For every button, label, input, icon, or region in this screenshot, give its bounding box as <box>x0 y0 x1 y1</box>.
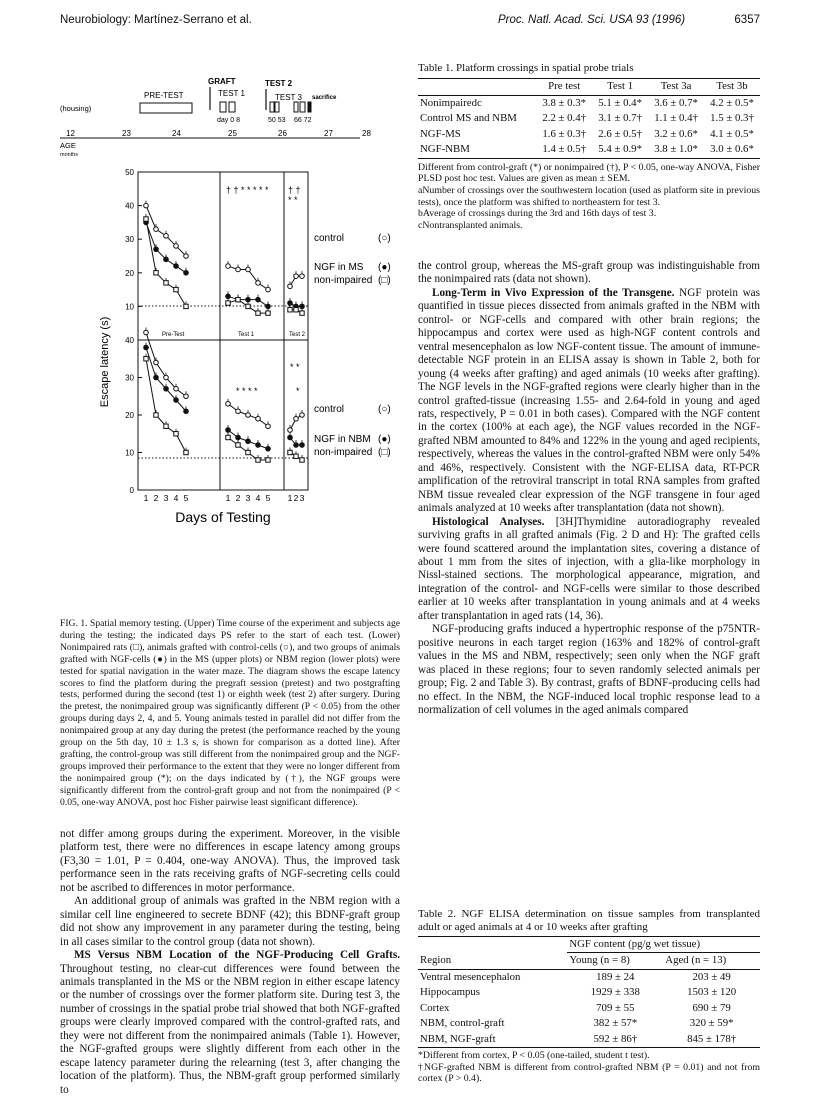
right-paragraph-1: the control group, whereas the MS-graft group was indistinguishable from the nonimpaired rats (data not shown). <box>418 260 760 286</box>
header-journal: Proc. Natl. Acad. Sci. USA 93 (1996) <box>498 14 686 26</box>
lower-legend-ngf-nbm: NGF in NBM <box>314 434 371 445</box>
test2-box-b <box>275 102 279 112</box>
x-axis-label: Days of Testing <box>175 509 271 525</box>
lower-point-ngf <box>174 398 179 403</box>
table-1-cell: Control MS and NBM <box>420 112 517 125</box>
upper-plot-frame <box>138 172 308 340</box>
table-1-cell: 3.1 ± 0.7† <box>598 112 642 125</box>
x-tick-label: 4 <box>255 493 261 503</box>
table-row <box>418 95 760 111</box>
table-2-block <box>418 908 760 1085</box>
figure-1-svg <box>60 62 410 612</box>
table-2-cell: Hippocampus <box>420 986 480 999</box>
upper-point-ngf <box>226 294 231 299</box>
table-1-cell: 3.0 ± 0.6* <box>704 142 760 158</box>
left-paragraph-3 <box>60 949 400 1097</box>
table-1-footnotes <box>418 162 760 232</box>
upper-y-tick-label: 40 <box>125 201 134 211</box>
left-paragraph-2: An additional group of animals was grafted in the NBM region with a similar cell line engineered to secrete BDNF (42); this BDNF-graft group did not show any improvement in any parameter during the testing, being in all cases similar to the control group (data not shown). <box>60 895 400 948</box>
table-row <box>418 1032 760 1048</box>
y-axis-label: Escape latency (s) <box>99 316 111 408</box>
header-page-number: 6357 <box>734 14 760 26</box>
lower-significance-test2: * * <box>290 362 300 372</box>
upper-panel-label-test2: Test 2 <box>289 332 306 338</box>
upper-y-ticks <box>125 168 142 311</box>
timeline-test1-label: TEST 1 <box>218 89 245 98</box>
upper-point-control <box>288 284 293 289</box>
right-paragraph-3 <box>418 516 760 624</box>
running-header <box>60 14 760 30</box>
x-tick-label: 1 <box>287 493 293 503</box>
table-2-empty-header <box>418 937 567 953</box>
section-heading-histology: Histological Analyses. <box>432 515 545 528</box>
lower-point-control <box>184 394 189 399</box>
lower-point-nonimpaired <box>288 450 292 454</box>
x-tick-label: 3 <box>163 493 169 503</box>
table-2-cell: 1929 ± 338 <box>590 986 640 999</box>
lower-point-nonimpaired <box>236 443 240 447</box>
upper-point-ngf <box>154 247 159 252</box>
lower-y-tick-label: 20 <box>125 411 134 420</box>
timeline-days-test2: 50 53 <box>268 117 286 124</box>
table-1-block <box>418 62 760 231</box>
upper-point-control <box>174 244 179 249</box>
lower-point-control <box>174 386 179 391</box>
right-column <box>418 260 760 717</box>
x-tick-label: 2 <box>153 493 159 503</box>
upper-point-nonimpaired <box>154 271 158 275</box>
table-1-header-cell: Test 1 <box>592 79 648 95</box>
table-2-cell: Cortex <box>420 1001 450 1014</box>
table-2-note: *Different from cortex, P < 0.05 (one-tailed, student t test). <box>418 1050 650 1062</box>
upper-legend-nonimpaired: non-impaired <box>314 275 373 286</box>
table-2-header-cell: Region <box>420 954 452 967</box>
lower-point-control <box>144 330 149 335</box>
lower-point-control <box>266 424 271 429</box>
lower-point-nonimpaired <box>256 458 260 462</box>
upper-panel-label-pretest: Pre-Test <box>162 332 185 338</box>
table-1-cell: 2.6 ± 0.5† <box>598 127 642 140</box>
upper-point-nonimpaired <box>266 311 270 315</box>
x-tick-label: 5 <box>265 493 271 503</box>
table-1-cell: 3.6 ± 0.7* <box>654 96 698 109</box>
upper-significance-test2-star: * * <box>288 195 298 205</box>
table-2-cell: NBM, control-graft <box>420 1017 505 1030</box>
lower-point-nonimpaired <box>246 450 250 454</box>
table-1-header-cell <box>418 79 536 95</box>
upper-point-nonimpaired <box>294 308 298 312</box>
upper-point-control <box>226 264 231 269</box>
table-1-header-row <box>418 79 760 95</box>
upper-point-ngf <box>288 301 293 306</box>
figure-caption: FIG. 1. Spatial memory testing. (Upper) Time course of the experiment and subjects age during the testing; the indicated days PS refer to the start of each test. (Lower) Nonimpaired rats (□), animals grafted with control-cells (○), and two groups of animals grafted with NGF-cells (●) in the MS (upper plots) or NBM region (lower plots) were tested for spatial navigation in the water maze. The diagram shows the escape latency scores to find the platform during the pregraft session (pretest) and two postgrafting tests, performed during the second (test 1) or eighth week (test 2) after surgery. During the pretest, the nonimpaired group was significantly different (P < 0.05) from the other groups during days 2, 4, and 5. Young animals tested in parallel did not differ from the nonimpaired group at any day during the pretest (the performance reached by the young group on the 5th day, 10 ± 1.3 s, is shown for comparison as a dotted line). After grafting, the control-group was still different from the nonimpaired group and the NGF-groups improved their performance to the extent that they were no longer different from the nonimpaired group (*); on the days indicated by (†), the NGF groups were significantly different from the control-graft group and not from the nonimpaired (P < 0.05, one-way ANOVA, post hoc Fisher pairwise least significant difference). <box>60 618 400 808</box>
table-2-group-header: NGF content (pg/g wet tissue) <box>567 937 760 953</box>
timeline-test2-label: TEST 2 <box>265 79 293 88</box>
header-authors: Neurobiology: Martínez-Serrano et al. <box>60 14 252 26</box>
lower-point-control <box>164 375 169 380</box>
table-2-cell: 382 ± 57* <box>593 1017 638 1030</box>
table-2-note: †NGF-grafted NBM is different from control-grafted NBM (P = 0.01) and not from cortex (P > 0.4). <box>418 1061 760 1085</box>
table-1-cell: 1.4 ± 0.5† <box>536 142 592 158</box>
test1-box-b <box>229 102 235 112</box>
lower-significance-test2-star: * <box>296 386 300 396</box>
upper-point-control <box>144 203 149 208</box>
lower-point-ngf <box>226 428 231 433</box>
lower-point-nonimpaired <box>164 424 168 428</box>
table-1-title: Table 1. Platform crossings in spatial probe trials <box>418 62 634 74</box>
table-2-cell: 203 ± 49 <box>692 970 731 983</box>
table-1-header-cell: Test 3b <box>704 79 760 95</box>
upper-y-tick-label: 50 <box>125 168 134 177</box>
lower-point-ngf <box>256 443 261 448</box>
age-tick-label: 23 <box>122 129 131 138</box>
x-tick-label: 2 <box>293 493 299 503</box>
lower-point-control <box>294 416 299 421</box>
timeline-graft-label: GRAFT <box>208 77 236 86</box>
lower-plot-frame <box>138 340 308 490</box>
lower-point-nonimpaired <box>184 450 188 454</box>
table-2-cell: 709 ± 55 <box>596 1001 635 1014</box>
table-1 <box>418 78 760 158</box>
upper-point-ngf <box>184 271 189 276</box>
lower-point-nonimpaired <box>174 432 178 436</box>
lower-point-ngf <box>294 443 299 448</box>
upper-significance-test1: † † * * * * * <box>226 185 269 195</box>
x-tick-label: 1 <box>143 493 149 503</box>
timeline-sacrifice-label: sacrifice <box>312 95 337 101</box>
lower-point-ngf <box>300 443 305 448</box>
upper-legend-ngf-ms: NGF in MS <box>314 262 364 273</box>
upper-point-control <box>266 287 271 292</box>
upper-point-control <box>164 234 169 239</box>
timeline-days-test3: 66 72 <box>294 117 312 124</box>
upper-y-tick-label: 30 <box>125 235 134 245</box>
age-tick-label: 25 <box>228 129 237 138</box>
upper-point-nonimpaired <box>226 301 230 305</box>
upper-y-tick-label: 20 <box>125 268 134 278</box>
x-tick-label: 3 <box>245 493 251 503</box>
age-tick-label: 12 <box>66 129 75 138</box>
timeline-pretest-label: PRE-TEST <box>144 91 184 100</box>
table-1-cell: 2.2 ± 0.4† <box>542 112 587 125</box>
lower-point-control <box>300 413 305 418</box>
table-1-header-cell: Pre test <box>536 79 592 95</box>
upper-point-control <box>236 267 241 272</box>
upper-point-control <box>300 274 305 279</box>
lower-point-ngf <box>184 409 189 414</box>
test2-box-a <box>270 102 274 112</box>
table-1-cell: 5.4 ± 0.9* <box>592 142 648 158</box>
upper-point-control <box>246 267 251 272</box>
table-2-group-header-row <box>418 937 760 953</box>
test3-box-b <box>300 102 305 112</box>
right-paragraph-2 <box>418 287 760 516</box>
lower-point-ngf <box>164 386 169 391</box>
upper-point-nonimpaired <box>300 311 304 315</box>
upper-point-ngf <box>164 257 169 262</box>
lower-legend-nonimpaired-symbol: (□) <box>378 447 391 458</box>
upper-point-nonimpaired <box>184 304 188 308</box>
table-2-cell: 320 ± 59* <box>689 1017 734 1030</box>
table-row <box>418 969 760 985</box>
upper-series-line-1 <box>146 222 186 272</box>
x-tick-label: 3 <box>299 493 305 503</box>
table-2-cell: Ventral mesencephalon <box>420 970 521 983</box>
table-1-cell: 3.8 ± 0.3* <box>542 96 587 109</box>
age-tick-label: 26 <box>278 129 287 138</box>
table-2-cell: 592 ± 86† <box>593 1032 638 1045</box>
age-tick-label: 28 <box>362 129 371 138</box>
lower-y-tick-label: 10 <box>125 448 134 458</box>
lower-point-control <box>154 360 159 365</box>
lower-point-nonimpaired <box>154 413 158 417</box>
x-tick-label: 2 <box>235 493 241 503</box>
table-2 <box>418 936 760 1048</box>
lower-legend-nonimpaired: non-impaired <box>314 447 373 458</box>
upper-point-nonimpaired <box>144 217 148 221</box>
table-1-cell: 5.1 ± 0.4* <box>598 96 642 109</box>
age-tick-label: 27 <box>324 129 333 138</box>
x-tick-label: 5 <box>183 493 189 503</box>
upper-legend-control-symbol: (○) <box>378 233 391 244</box>
section-heading-ms-nbm: MS Versus NBM Location of the NGF-Producing Cell Grafts. <box>74 949 400 962</box>
upper-legend-ngf-ms-symbol: (●) <box>378 262 391 273</box>
upper-series <box>144 201 305 316</box>
table-1-cell: NGF-NBM <box>418 142 536 158</box>
table-row <box>418 1001 760 1016</box>
upper-point-nonimpaired <box>164 281 168 285</box>
table-2-header-cell: Aged (n = 13) <box>665 954 727 967</box>
lower-point-control <box>246 413 251 418</box>
table-1-note: aNumber of crossings over the southwestern location (used as platform site in previous tests), once the platform was shifted to northeastern for test 3. <box>418 184 760 208</box>
lower-point-nonimpaired <box>294 454 298 458</box>
upper-significance-test2: † † <box>288 185 301 195</box>
lower-point-nonimpaired <box>266 458 270 462</box>
upper-point-ngf <box>246 297 251 302</box>
age-axis-label: AGE <box>60 141 76 150</box>
right-paragraph-4: NGF-producing grafts induced a hypertrophic response of the p75NTR-positive neurons in each target region (163% and 182% of control-graft values in the MS and NBM, respectively; seen only when the NGF graft was placed in these regions; four to seven randomly selected animals per group; Fig. 2 and Table 3). By contrast, grafts of BDNF-producing cells had no effect. In the NBM, the NGF-induced local trophic response lead to a normalization of cell volumes in the aged animals compared <box>418 623 760 716</box>
table-2-title: Table 2. NGF ELISA determination on tissue samples from transplanted adult or aged animals at 4 or 10 weeks after grafting <box>418 908 760 933</box>
upper-point-ngf <box>300 304 305 309</box>
test3-box-a <box>294 102 298 112</box>
right-paragraph-3-text: [3H]Thymidine autoradiography revealed surviving grafts in all grafted animals (Fig. 2 D and H): The grafted cells were found scattered around the implantation sites, covering a distance of about 1 mm from the sites of injection, with a glia-like morphology in Nissl-stained sections. The morphological appearance, migration, and integration of the control- and NGF-cells were similar to those described earlier at 10 weeks after transplantation in young animals and at 4 weeks after transplantation in aged rats (14, 36). <box>418 515 760 622</box>
lower-y-tick-label: 40 <box>125 336 134 345</box>
lower-legend-ngf-nbm-symbol: (●) <box>378 434 391 445</box>
lower-y-ticks <box>125 336 142 495</box>
table-2-footnotes <box>418 1050 760 1085</box>
upper-point-nonimpaired <box>288 308 292 312</box>
lower-point-control <box>256 416 261 421</box>
upper-point-control <box>256 281 261 286</box>
table-row <box>418 1016 760 1031</box>
test1-box-a <box>220 102 226 112</box>
sacrifice-box <box>308 102 311 112</box>
upper-legend-nonimpaired-symbol: (□) <box>378 275 391 286</box>
x-tick-label: 4 <box>173 493 179 503</box>
table-row <box>418 985 760 1000</box>
table-2-cell: NBM, NGF-graft <box>420 1032 496 1045</box>
lower-point-nonimpaired <box>226 435 230 439</box>
right-paragraph-2-text: NGF protein was quantified in tissue pieces dissected from animals grafted in the NBM with control- or NGF-cells and compared with other brain regions; the hippocampus and cortex were used as high-NGF content controls and ventral mesencephalon as low NGF-content tissue. The amount of immune-detectable NGF protein in an ELISA assay is shown in Table 2, both for young (4 weeks after grafting) and aged animals (10 weeks after grafting). The NGF levels in the NGF-grafted regions were clearly higher than in the control grafted-tissue (increasing 1.55- and 2.64-fold in young and aged rats, respectively, P = 0.01 in both cases). Compared with the NGF content in the cortex (100% at each age), the NGF values recorded in the NGF-grafted NBM amounted to 84% and 122% in the young and aged recipients, respectively, whereas the values in the control-grafted NBM were only 54% and 46%, respectively. Consistent with the NGF-ELISA data, RT-PCR amplification of the retroviral transcript in total RNA samples from grafted NBM tissue revealed clear expression of the NGF transgene in four aged animals analyzed at 10 weeks after transplantation (data not shown). <box>418 286 760 515</box>
upper-point-nonimpaired <box>174 287 178 291</box>
lower-point-control <box>226 401 231 406</box>
timeline-housing-label: (housing) <box>60 104 92 113</box>
upper-plot <box>125 168 391 340</box>
lower-y-tick-label: 0 <box>129 486 134 495</box>
table-2-cell: 1503 ± 120 <box>687 986 737 999</box>
lower-legend-control: control <box>314 404 345 415</box>
table-1-cell: 4.2 ± 0.5* <box>710 96 754 109</box>
table-row <box>418 111 760 126</box>
pretest-box <box>140 103 192 113</box>
lower-legend-control-symbol: (○) <box>378 404 391 415</box>
lower-point-ngf <box>154 375 159 380</box>
lower-plot <box>125 328 391 526</box>
lower-point-nonimpaired <box>300 458 304 462</box>
table-1-note: cNontransplanted animals. <box>418 219 523 231</box>
timeline-test3-label: TEST 3 <box>275 93 302 102</box>
left-paragraph-3-text: Throughout testing, no clear-cut differences were found between the animals transplanted in the MS or the NBM region in either escape latency or the number of crossings over the former platform site. During test 3, the number of crossings in the spatial probe trial showed that both NGF-grafted groups were clearly improved compared with the control-grafted rats, and they were not different from the nonimpaired animals (Table 1). However, the NGF-grafted groups were slightly different from each other in the escape latency parameter during the relearning (test 3, after changing the location of the platform). Thus, the NBM-graft group performed similarly to <box>60 962 400 1096</box>
table-2-cell: 845 ± 178† <box>687 1032 737 1045</box>
timeline-day-label: day 0 8 <box>217 117 240 124</box>
lower-point-ngf <box>246 439 251 444</box>
lower-point-ngf <box>144 345 149 350</box>
upper-y-tick-label: 10 <box>125 302 134 312</box>
upper-point-nonimpaired <box>236 297 240 301</box>
lower-series <box>144 328 305 463</box>
table-2-cell: 690 ± 79 <box>692 1001 731 1014</box>
table-2-header-cell: Young (n = 8) <box>569 954 630 967</box>
lower-point-ngf <box>236 435 241 440</box>
lower-y-tick-label: 30 <box>125 373 134 383</box>
upper-point-nonimpaired <box>256 311 260 315</box>
table-1-cell: 3.2 ± 0.6* <box>654 127 698 140</box>
left-paragraph-1: not differ among groups during the experiment. Moreover, in the visible platform test, there were no differences in escape latency among groups (F3,30 = 1.01, P = 0.404, one-way ANOVA). Thus, the improved task performance seen in the rats receiving grafts of NGF-secreting cells could not be ascribed to differences in motor performance. <box>60 828 400 894</box>
upper-point-ngf <box>256 297 261 302</box>
x-tick-label: 1 <box>225 493 231 503</box>
table-1-cell: 3.8 ± 1.0* <box>648 142 704 158</box>
upper-point-control <box>294 274 299 279</box>
table-1-note: bAverage of crossings during the 3rd and 16th days of test 3. <box>418 208 657 220</box>
upper-series-line-0 <box>146 206 186 256</box>
upper-legend-control: control <box>314 233 345 244</box>
x-tick-labels <box>144 493 305 503</box>
upper-point-ngf <box>266 304 271 309</box>
lower-point-control <box>288 428 293 433</box>
lower-point-ngf <box>288 435 293 440</box>
figure-1 <box>60 62 410 612</box>
table-1-cell: Nonimpairedc <box>420 96 482 109</box>
upper-point-control <box>154 227 159 232</box>
table-1-header-cell: Test 3a <box>648 79 704 95</box>
left-column <box>60 828 400 1097</box>
lower-point-control <box>236 409 241 414</box>
section-heading-transgene: Long-Term in Vivo Expression of the Transgene. <box>432 286 675 299</box>
table-row <box>418 127 760 142</box>
lower-point-ngf <box>266 446 271 451</box>
age-tick-label: 24 <box>172 129 181 138</box>
lower-point-nonimpaired <box>144 357 148 361</box>
upper-point-ngf <box>174 264 179 269</box>
table-1-cell: 1.6 ± 0.3† <box>542 127 587 140</box>
table-1-cell: NGF-MS <box>420 127 461 140</box>
timeline <box>60 77 371 158</box>
table-1-cell: 1.1 ± 0.4† <box>654 112 698 125</box>
age-axis-unit: months <box>60 152 79 158</box>
age-labels <box>66 129 371 138</box>
upper-point-control <box>184 254 189 259</box>
table-1-cell: 1.5 ± 0.3† <box>710 112 754 125</box>
upper-point-nonimpaired <box>246 304 250 308</box>
table-1-cell: 4.1 ± 0.5* <box>710 127 754 140</box>
table-1-note: Different from control-graft (*) or nonimpaired (†), P < 0.05, one-way ANOVA, Fisher PLSD post hoc test. Values are given as mean ± SEM. <box>418 161 760 185</box>
upper-panel-label-test1: Test 1 <box>238 332 255 338</box>
table-2-header-row <box>418 953 760 969</box>
lower-significance-test1: * * * * <box>236 386 258 396</box>
table-row <box>418 142 760 158</box>
table-2-cell: 189 ± 24 <box>596 970 635 983</box>
